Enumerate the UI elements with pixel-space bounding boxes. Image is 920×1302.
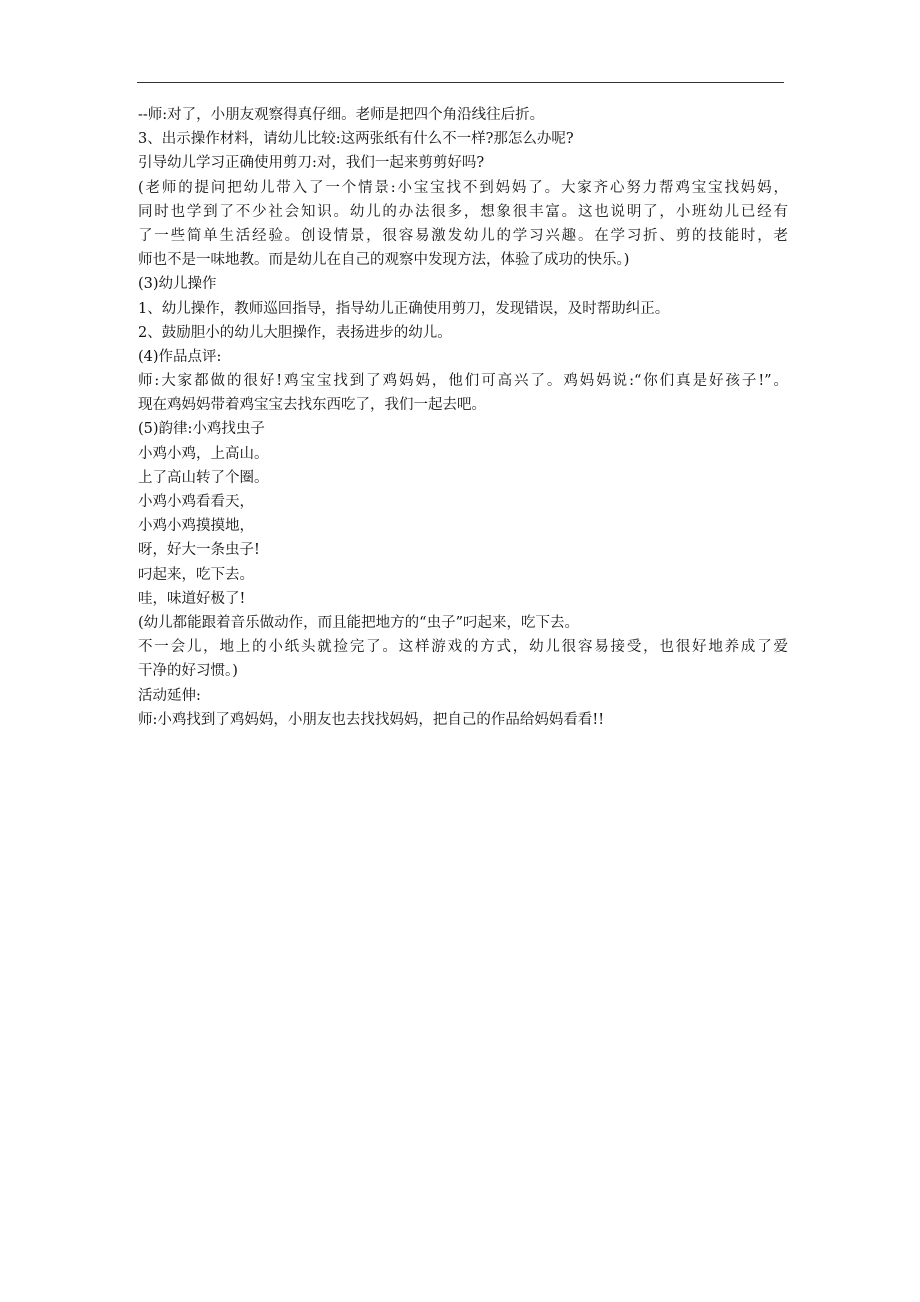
rhyme-line: 哇，味道好极了!: [138, 590, 246, 607]
text-line: 师:大家都做的很好!鸡宝宝找到了鸡妈妈，他们可高兴了。鸡妈妈说:“你们真是好孩子!”。: [138, 373, 788, 390]
section-heading: (5)韵律:小鸡找虫子: [138, 421, 265, 438]
header-rule: [137, 82, 784, 83]
text-line: 不一会儿，地上的小纸头就捡完了。这样游戏的方式，幼儿很容易接受，也很好地养成了爱: [138, 639, 788, 656]
text-line: 1、幼儿操作，教师巡回指导，指导幼儿正确使用剪刀，发现错误，及时帮助纠正。: [138, 300, 670, 317]
rhyme-line: 小鸡小鸡看看天，: [138, 494, 254, 510]
section-heading: (4)作品点评:: [138, 348, 222, 365]
text-line: 2、鼓励胆小的幼儿大胆操作，表扬进步的幼儿。: [138, 324, 452, 341]
rhyme-line: 小鸡小鸡摸摸地，: [138, 518, 254, 535]
text-line: 师也不是一味地教。而是幼儿在自己的观察中发现方法，体验了成功的快乐。): [138, 252, 630, 269]
section-heading: 活动延伸:: [138, 687, 201, 704]
text-line: 干净的好习惯。): [138, 663, 238, 680]
text-line: 3、出示操作材料，请幼儿比较:这两张纸有什么不一样?那怎么办呢?: [138, 131, 574, 148]
rhyme-line: 上了高山转了个圈。: [138, 469, 269, 486]
text-line: (幼儿都能跟着音乐做动作，而且能把地方的“虫子”叼起来，吃下去。: [138, 614, 579, 631]
body-text: [138, 103, 788, 732]
rhyme-line: 呀，好大一条虫子!: [138, 542, 260, 559]
rhyme-line: 叼起来，吃下去。: [138, 566, 254, 583]
section-heading: (3)幼儿操作: [138, 276, 217, 293]
text-line: 了一些简单生活经验。创设情景，很容易激发幼儿的学习兴趣。在学习折、剪的技能时，老: [138, 227, 788, 244]
rhyme-line: 小鸡小鸡，上高山。: [138, 445, 269, 462]
text-line: 引导幼儿学习正确使用剪刀:对，我们一起来剪剪好吗?: [138, 155, 485, 172]
text-line: 师:小鸡找到了鸡妈妈，小朋友也去找找妈妈，把自己的作品给妈妈看看!!: [138, 711, 605, 728]
text-line: (老师的提问把幼儿带入了一个情景:小宝宝找不到妈妈了。大家齐心努力帮鸡宝宝找妈妈，: [138, 179, 788, 196]
text-line: 现在鸡妈妈带着鸡宝宝去找东西吃了，我们一起去吧。: [138, 397, 486, 414]
text-line: 同时也学到了不少社会知识。幼儿的办法很多，想象很丰富。这也说明了，小班幼儿已经有: [138, 203, 788, 220]
text-line: --师:对了，小朋友观察得真仔细。老师是把四个角沿线往后折。: [138, 107, 545, 123]
